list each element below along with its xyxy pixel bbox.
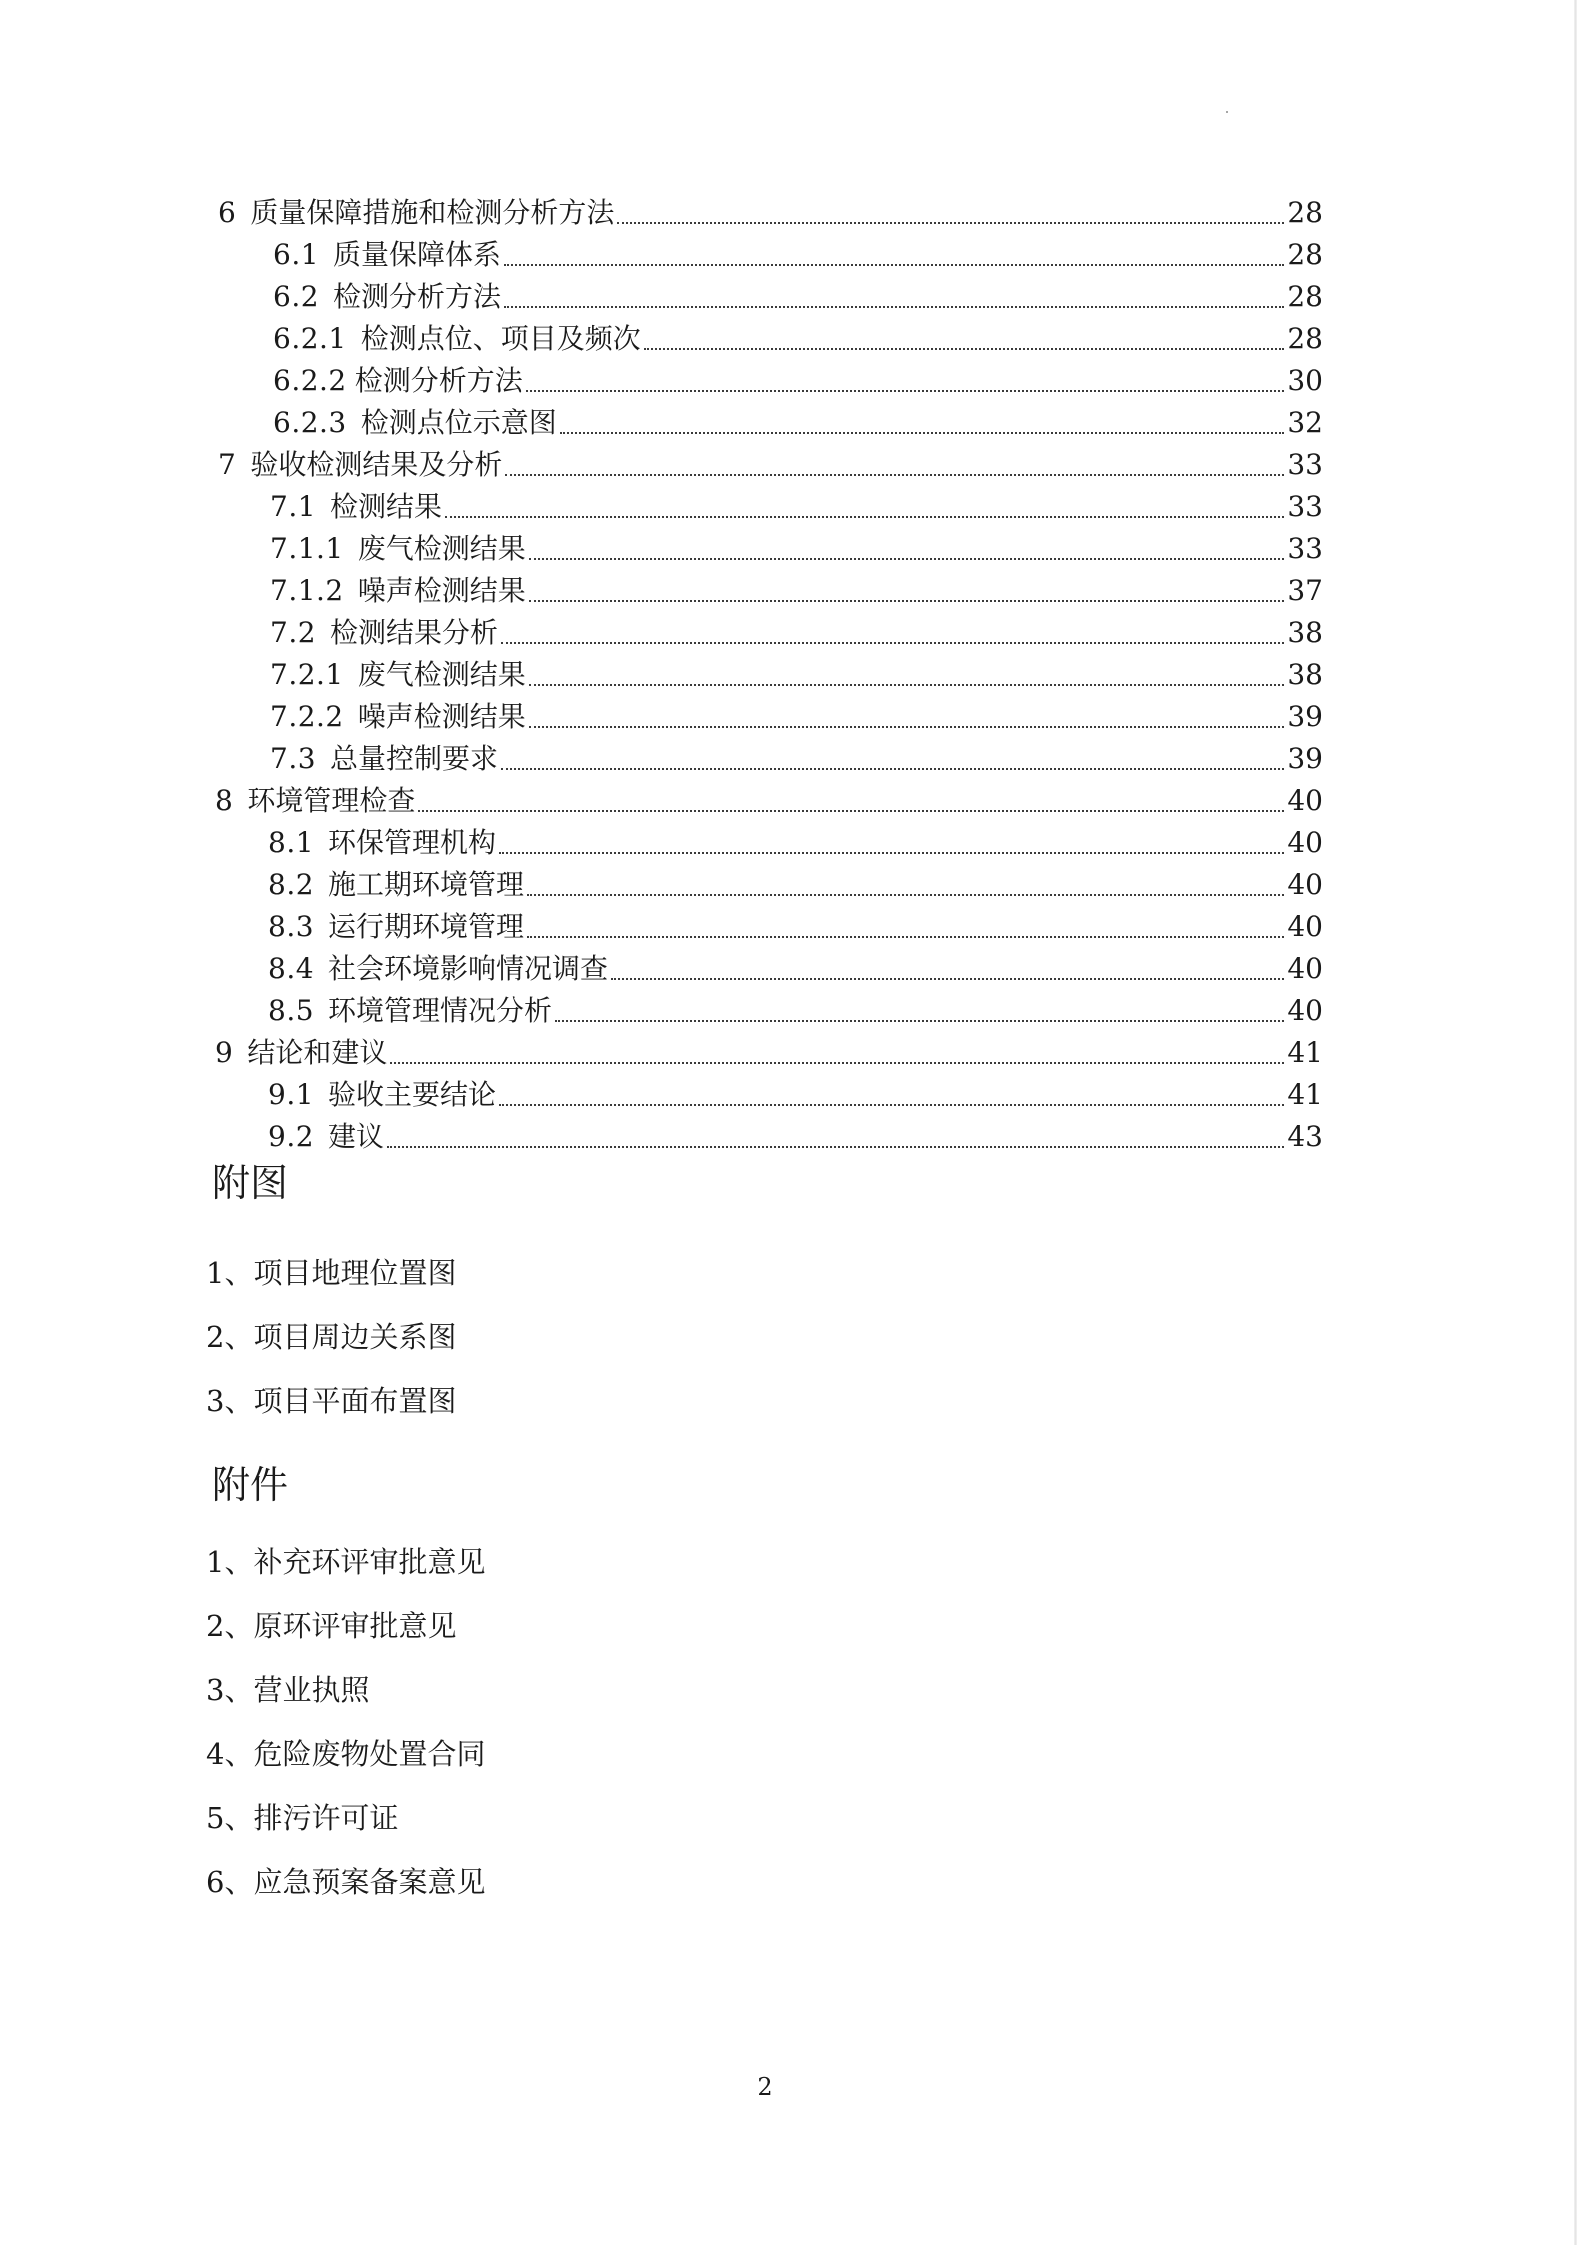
toc-leader-dots [390,1062,1284,1064]
toc-entry-title: 验收检测结果及分析 [250,448,503,481]
toc-entry[interactable] [268,1112,1323,1154]
toc-entry-number: 7.3 [270,742,317,775]
toc-entry-page: 41 [1287,1036,1323,1069]
attachment-list-item: 2、原环评审批意见 [206,1609,457,1643]
toc-entry[interactable] [268,1070,1323,1112]
toc-entry-number: 7.2.1 [270,658,344,691]
toc-entry-page: 33 [1287,448,1323,481]
toc-entry-number: 6 [218,196,237,229]
toc-leader-dots [529,684,1285,686]
toc-entry-title: 环境管理情况分析 [328,994,553,1027]
toc-leader-dots [529,600,1285,602]
toc-entry-title: 质量保障体系 [333,238,502,271]
toc-entry[interactable] [273,314,1323,356]
attachment-list-item: 4、危险废物处置合同 [206,1737,486,1771]
toc-entry-title: 环境管理检查 [247,784,416,817]
toc-entry-title: 噪声检测结果 [357,700,526,733]
toc-entry-number: 6.2 [273,280,320,313]
toc-entry-title: 检测分析方法 [354,364,523,397]
toc-entry-number: 8.5 [268,994,315,1027]
toc-entry-page: 38 [1287,658,1323,691]
toc-entry[interactable] [270,608,1323,650]
toc-leader-dots [617,222,1284,224]
toc-entry-title: 建议 [328,1120,385,1153]
toc-entry[interactable] [270,482,1323,524]
toc-entry-page: 38 [1287,616,1323,649]
toc-entry[interactable] [270,734,1323,776]
attachments-heading: 附件 [212,1463,289,1507]
toc-entry[interactable] [273,230,1323,272]
toc-entry-number: 8.1 [268,826,315,859]
toc-entry-title: 废气检测结果 [357,532,526,565]
toc-entry-page: 33 [1287,490,1323,523]
toc-entry-page: 43 [1287,1120,1323,1153]
toc-entry-title: 检测分析方法 [333,280,502,313]
toc-entry[interactable] [215,1028,1323,1070]
toc-entry-number: 9 [215,1036,234,1069]
toc-leader-dots [529,726,1285,728]
toc-entry-title: 检测结果 [330,490,443,523]
figure-list-item: 1、项目地理位置图 [206,1256,457,1290]
toc-leader-dots [418,810,1284,812]
toc-entry-number: 7.2 [270,616,317,649]
toc-entry-number: 7.1 [270,490,317,523]
toc-entry-title: 检测结果分析 [330,616,499,649]
toc-entry-page: 30 [1287,364,1323,397]
toc-entry-number: 8 [215,784,234,817]
attachment-list-item: 1、补充环评审批意见 [206,1545,486,1579]
toc-leader-dots [501,768,1284,770]
toc-entry-number: 8.4 [268,952,315,985]
toc-leader-dots [560,432,1285,434]
toc-entry[interactable] [268,818,1323,860]
toc-entry-number: 6.1 [273,238,320,271]
figure-list-item: 3、项目平面布置图 [206,1384,457,1418]
toc-leader-dots [504,264,1284,266]
toc-entry-page: 28 [1287,280,1323,313]
toc-entry-number: 6.2.1 [273,322,347,355]
toc-entry-title: 环保管理机构 [328,826,497,859]
toc-leader-dots [644,348,1285,350]
toc-entry[interactable] [273,398,1323,440]
toc-leader-dots [504,306,1284,308]
toc-entry-number: 7 [218,448,237,481]
toc-entry-title: 废气检测结果 [357,658,526,691]
toc-entry-page: 28 [1287,196,1323,229]
figure-list-item: 2、项目周边关系图 [206,1320,457,1354]
toc-entry-title: 社会环境影响情况调查 [328,952,609,985]
toc-entry-page: 37 [1287,574,1323,607]
toc-entry[interactable] [215,776,1323,818]
toc-entry-title: 噪声检测结果 [357,574,526,607]
toc-entry[interactable] [273,356,1323,398]
toc-entry-page: 40 [1287,994,1323,1027]
toc-entry-title: 结论和建议 [247,1036,388,1069]
toc-entry[interactable] [270,650,1323,692]
toc-leader-dots [527,894,1284,896]
toc-entry-page: 32 [1287,406,1323,439]
toc-entry-number: 7.1.1 [270,532,344,565]
toc-entry[interactable] [268,986,1323,1028]
toc-entry-page: 40 [1287,826,1323,859]
toc-entry[interactable] [273,272,1323,314]
attachment-list-item: 3、营业执照 [206,1673,370,1707]
toc-leader-dots [529,558,1285,560]
figures-heading: 附图 [212,1161,289,1205]
toc-entry[interactable] [268,944,1323,986]
toc-entry-number: 8.2 [268,868,315,901]
toc-leader-dots [527,936,1284,938]
toc-leader-dots [505,474,1284,476]
toc-leader-dots [526,390,1285,392]
toc-entry-number: 8.3 [268,910,315,943]
toc-entry-page: 39 [1287,742,1323,775]
toc-entry-page: 40 [1287,784,1323,817]
toc-entry[interactable] [270,566,1323,608]
scan-speck [1226,111,1228,113]
toc-entry-page: 41 [1287,1078,1323,1111]
attachment-list-item: 5、排污许可证 [206,1801,399,1835]
toc-leader-dots [499,1104,1284,1106]
toc-entry[interactable] [270,692,1323,734]
toc-entry[interactable] [218,440,1323,482]
toc-leader-dots [387,1146,1284,1148]
toc-entry[interactable] [270,524,1323,566]
toc-entry-number: 6.2.3 [273,406,347,439]
toc-entry-page: 33 [1287,532,1323,565]
toc-entry-number: 7.1.2 [270,574,344,607]
toc-leader-dots [501,642,1284,644]
toc-entry-number: 9.1 [268,1078,315,1111]
toc-entry-page: 28 [1287,322,1323,355]
attachment-list-item: 6、应急预案备案意见 [206,1865,486,1899]
toc-entry-number: 7.2.2 [270,700,344,733]
page-edge-shadow [1574,0,1577,2245]
toc-entry[interactable] [268,860,1323,902]
toc-entry-page: 40 [1287,910,1323,943]
toc-entry-page: 40 [1287,868,1323,901]
toc-entry[interactable] [218,188,1323,230]
toc-entry-title: 运行期环境管理 [328,910,525,943]
toc-leader-dots [555,1020,1284,1022]
toc-entry-title: 验收主要结论 [328,1078,497,1111]
toc-entry[interactable] [268,902,1323,944]
toc-leader-dots [445,516,1284,518]
page-number: 2 [757,2073,773,2101]
toc-entry-title: 检测点位、项目及频次 [360,322,641,355]
toc-entry-title: 施工期环境管理 [328,868,525,901]
toc-entry-title: 检测点位示意图 [360,406,557,439]
toc-leader-dots [499,852,1284,854]
toc-entry-number: 6.2.2 [273,364,347,397]
toc-entry-number: 9.2 [268,1120,315,1153]
toc-entry-title: 质量保障措施和检测分析方法 [250,196,615,229]
toc-entry-page: 39 [1287,700,1323,733]
toc-entry-title: 总量控制要求 [330,742,499,775]
toc-leader-dots [611,978,1284,980]
toc-entry-page: 40 [1287,952,1323,985]
toc-entry-page: 28 [1287,238,1323,271]
